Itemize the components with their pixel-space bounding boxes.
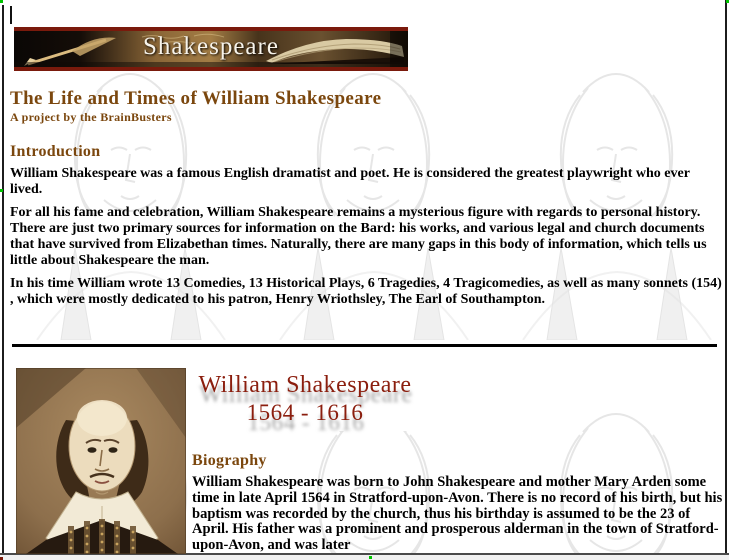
shakespeare-portrait-icon (16, 368, 186, 554)
profile-name: William Shakespeare (198, 372, 412, 398)
text-caret (10, 6, 12, 24)
intro-paragraph-2: For all his fame and celebration, William Shakespeare remains a mysterious figure with regards to personal history. There are just two primary sources for information on the Bard: his works, and various legal and church documents that have survived from Elizabethan times. Naturally, there are many gaps in this body of information, which tells us little about Shakespeare the man. (10, 205, 707, 268)
page-subtitle: A project by the BrainBusters (10, 110, 172, 124)
capture-marker (0, 189, 3, 192)
biography-paragraph: William Shakespeare was born to John Shakespeare and mother Mary Arden some time in late April 1564 in Stratford-upon-Avon. There is no record of his birth, but his baptism was recorded by the church, thus his birthday is assumed to be the 23 of April. His father was a prominent and prosperous alderman in the town of Stratford-upon-Avon, and was later (192, 474, 723, 554)
name-years-image (190, 369, 420, 431)
capture-marker (369, 556, 372, 559)
introduction-heading: Introduction (10, 143, 101, 160)
page-title: The Life and Times of William Shakespeare (10, 88, 382, 109)
banner-title: Shakespeare (143, 33, 279, 60)
shakespeare-portrait-image (16, 368, 186, 554)
profile-years: 1564 - 1616 (246, 400, 364, 425)
horizontal-rule (12, 344, 717, 347)
capture-marker (0, 0, 3, 3)
biography-heading: Biography (192, 452, 267, 469)
window-border-right (725, 0, 727, 554)
window-bottom-strip (0, 555, 729, 560)
window-border-left (2, 5, 4, 554)
intro-paragraph-3: In his time William wrote 13 Comedies, 13 Historical Plays, 6 Tragedies, 4 Tragicomedies, as well as many sonnets (154) , which were mostly dedicated to his patron, Henry Wriothsley, The Earl of Southampton. (10, 276, 722, 307)
intro-paragraph-1: William Shakespeare was a famous English dramatist and poet. He is considered the greatest playwright who ever lived. (10, 166, 690, 197)
shakespeare-banner-image (14, 27, 408, 71)
